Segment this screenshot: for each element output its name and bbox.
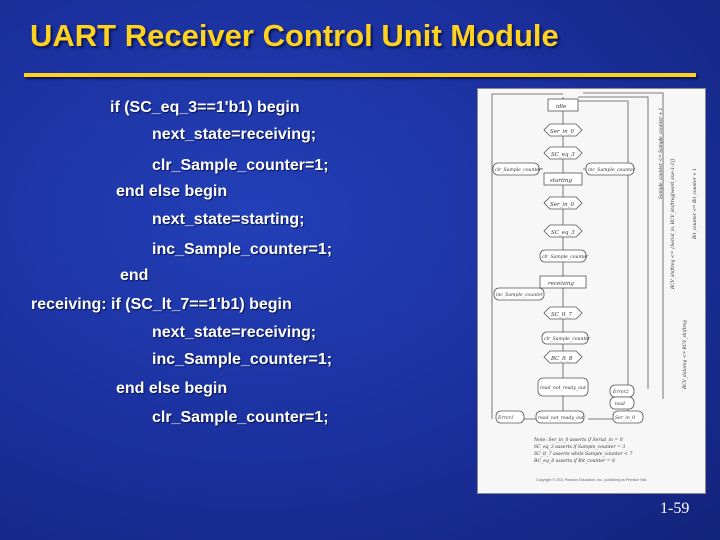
action-label: Error2 bbox=[613, 390, 629, 395]
slide-title: UART Receiver Control Unit Module bbox=[30, 18, 559, 53]
register-transfer-label: RCV_datareg <= RCV_shiftreg bbox=[683, 320, 688, 389]
note-line: SC_lt_7 asserts while Sample_counter < 7 bbox=[534, 452, 633, 457]
title-underline bbox=[24, 73, 696, 77]
copyright-text: Copyright © 2011 Pearson Education, Inc. publishing as Prentice Hall bbox=[536, 478, 647, 482]
code-line: clr_Sample_counter=1; bbox=[152, 157, 329, 174]
code-line: end else begin bbox=[116, 380, 228, 397]
action-label: Error1 bbox=[498, 416, 514, 421]
code-line: next_state=receiving; bbox=[152, 324, 317, 341]
action-label: load bbox=[615, 402, 625, 407]
condition-label: Ser_in_0 bbox=[550, 129, 574, 135]
action-label: inc_Sample_counter bbox=[588, 168, 635, 173]
asm-chart-figure bbox=[477, 88, 706, 494]
code-line: next_state=receiving; bbox=[152, 126, 317, 143]
condition-label: SC_eq_3 bbox=[551, 230, 575, 236]
register-transfer-label: Bit_counter <= Bit_counter + 1 bbox=[693, 167, 698, 239]
state-label: receiving bbox=[548, 281, 574, 287]
action-label: read_not_ready_out bbox=[538, 416, 584, 421]
code-line: if (SC_eq_3==1'b1) begin bbox=[110, 99, 300, 116]
code-line: inc_Sample_counter=1; bbox=[152, 351, 333, 368]
register-transfer-label: Sample_counter <= Sample_counter + 1 bbox=[659, 107, 664, 199]
action-label: clr_Sample_counter bbox=[495, 168, 542, 173]
condition-label: Ser_in_0 bbox=[550, 202, 574, 208]
note-line: Note: Ser_in_0 asserts if Serial_in = 0 bbox=[534, 438, 623, 443]
action-label: clr_Sample_counter bbox=[542, 255, 589, 260]
register-transfer-label: RCV_shiftreg <= {Serial_in, RCV_shiftreg[word_size-1:1]} bbox=[671, 158, 676, 289]
asm-chart-svg bbox=[478, 89, 705, 493]
code-line: next_state=starting; bbox=[152, 211, 305, 228]
code-line: end else begin bbox=[116, 183, 228, 200]
action-label: read_not_ready_out bbox=[540, 386, 586, 391]
code-line: clr_Sample_counter=1; bbox=[152, 409, 329, 426]
state-label: starting bbox=[550, 178, 572, 184]
page-number: 1-59 bbox=[660, 500, 690, 517]
action-label: clr_Sample_counter bbox=[544, 337, 591, 342]
condition-label: SC_lt_7 bbox=[551, 312, 572, 318]
action-label: Ser_in_0 bbox=[615, 416, 636, 421]
note-line: BC_eq_8 asserts if Bit_counter = 8 bbox=[534, 459, 615, 464]
note-line: SC_eq_3 asserts if Sample_counter = 3 bbox=[534, 445, 626, 450]
condition-label: SC_eq_3 bbox=[551, 152, 575, 158]
code-line: inc_Sample_counter=1; bbox=[152, 241, 333, 258]
state-label: idle bbox=[556, 104, 567, 110]
condition-label: BC_lt_8 bbox=[551, 356, 573, 362]
action-label: inc_Sample_counter bbox=[496, 293, 543, 298]
code-line: end bbox=[120, 267, 149, 284]
code-line: receiving: if (SC_lt_7==1'b1) begin bbox=[31, 296, 292, 313]
